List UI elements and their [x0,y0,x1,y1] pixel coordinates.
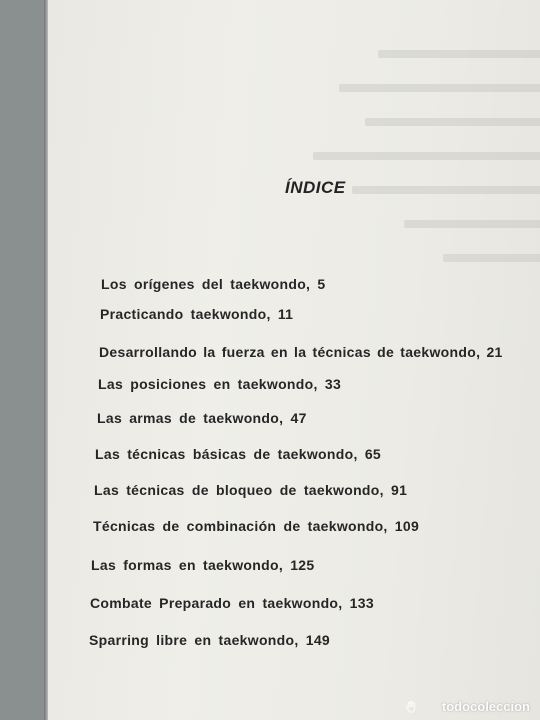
toc-entry: Técnicas de combinación de taekwondo, 109 [93,518,420,534]
watermark-text: todocoleccion [441,699,530,714]
toc-entry: Las posiciones en taekwondo, 33 [98,376,342,392]
hand-icon [405,700,418,713]
toc-entry: Combate Preparado en taekwondo, 133 [90,595,374,611]
toc-entry: Las técnicas básicas de taekwondo, 65 [95,446,381,462]
toc-entry: Las formas en taekwondo, 125 [91,557,315,573]
toc-entry: Las técnicas de bloqueo de taekwondo, 91 [94,482,408,498]
toc-entry: Las armas de taekwondo, 47 [97,410,307,426]
toc-entry: Los orígenes del taekwondo, 5 [101,276,326,292]
index-title: ÍNDICE [285,178,346,197]
page-edge [44,0,48,720]
bleed-through-text [300,50,540,280]
book-page [44,0,540,720]
toc-entry: Practicando taekwondo, 11 [100,306,294,322]
toc-entry: Sparring libre en taekwondo, 149 [89,632,330,648]
toc-entry: Desarrollando la fuerza en la técnicas de taekwondo, 21 [99,344,503,360]
